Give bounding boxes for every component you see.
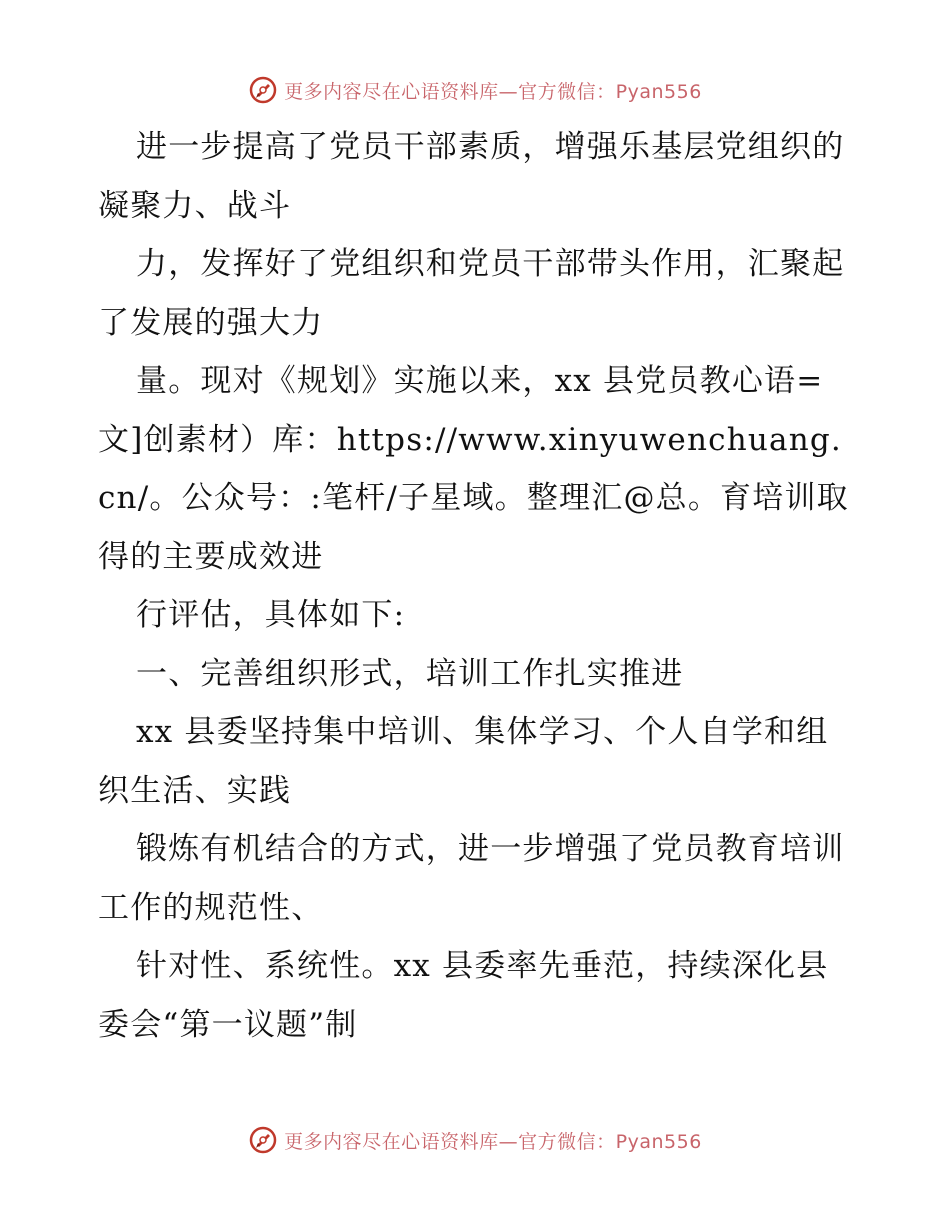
header-watermark bbox=[0, 70, 950, 110]
paragraph: xx 县委坚持集中培训、集体学习、个人自学和组织生活、实践 bbox=[98, 714, 829, 809]
paragraph: 行评估，具体如下: bbox=[136, 597, 406, 633]
paragraph: 量。现对《规划》实施以来，xx 县党员教心语=文]创素材）库：https://www.xinyuwenchuang.cn/。公众号：:笔杆/子星域。整理汇@总。育培训取得的主要成效进 bbox=[98, 363, 849, 575]
footer-watermark bbox=[0, 1120, 950, 1160]
watermark-text: 更多内容尽在心语资料库—官方微信：Pyan556 bbox=[284, 1130, 702, 1153]
paragraph: 进一步提高了党员干部素质，增强乐基层党组织的凝聚力、战斗 bbox=[98, 129, 845, 224]
logo-icon bbox=[248, 75, 278, 105]
paragraph: 锻炼有机结合的方式，进一步增强了党员教育培训工作的规范性、 bbox=[98, 831, 845, 926]
logo-icon bbox=[248, 1125, 278, 1155]
watermark-text: 更多内容尽在心语资料库—官方微信：Pyan556 bbox=[284, 80, 702, 103]
section-heading: 一、完善组织形式，培训工作扎实推进 bbox=[136, 655, 684, 692]
document-body bbox=[98, 118, 856, 1054]
paragraph: 针对性、系统性。xx 县委率先垂范，持续深化县委会“第一议题”制 bbox=[98, 948, 829, 1043]
paragraph: 力，发挥好了党组织和党员干部带头作用，汇聚起了发展的强大力 bbox=[98, 246, 845, 341]
